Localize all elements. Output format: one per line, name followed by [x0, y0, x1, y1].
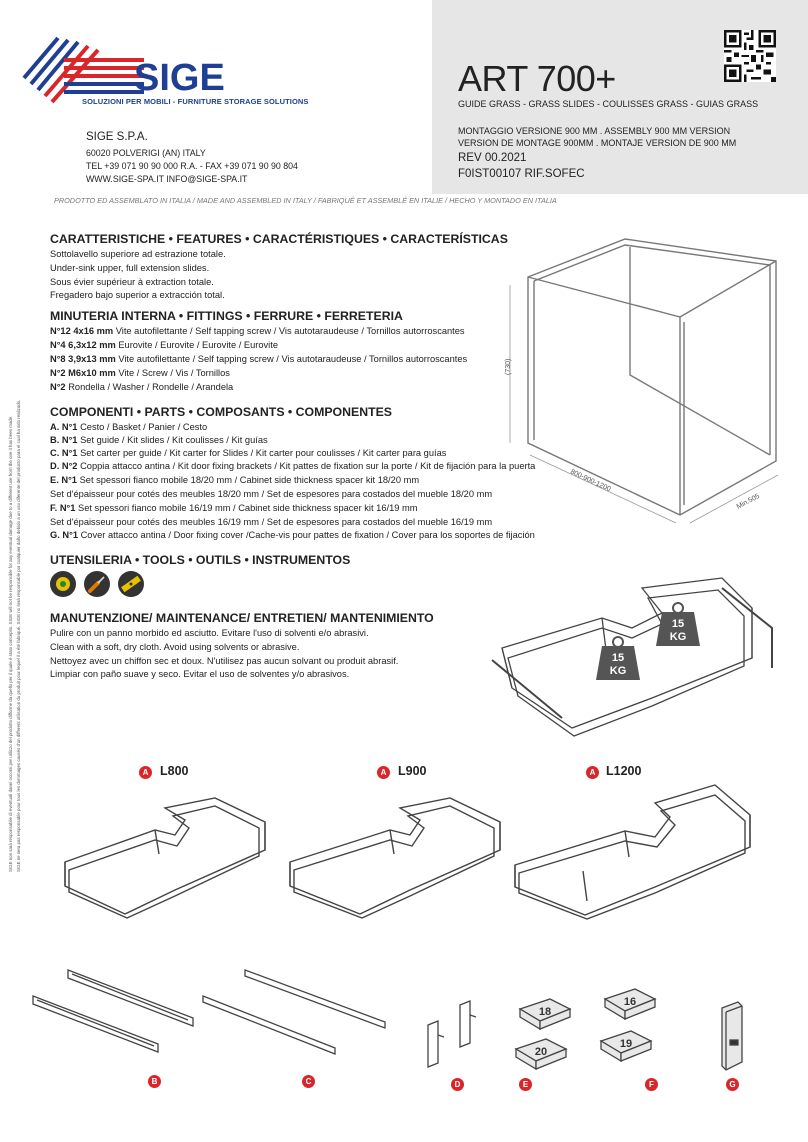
component-item: D. N°2 Coppia attacco antina / Kit door fixing brackets / Kit pattes de fixation sur la porte / Kit de fijación para la puerta	[50, 461, 536, 471]
maintenance-line: Pulire con un panno morbido ed asciutto. Evitare l'uso di solventi e/o abrasivi.	[50, 628, 369, 638]
level-icon	[118, 571, 144, 597]
product-subtitle: GUIDE GRASS - GRASS SLIDES - COULISSES GRASS - GUIAS GRASS	[458, 99, 759, 109]
company-name: SIGE S.P.A.	[86, 131, 148, 143]
weight-unit: KG	[609, 665, 627, 677]
fittings-title: MINUTERIA INTERNA • FITTINGS • FERRURE • FERRETERIA	[50, 309, 403, 323]
tape-measure-icon	[50, 571, 76, 597]
door-cover-drawing	[712, 1000, 752, 1075]
features-line: Sous évier supérieur à extraction totale.	[50, 277, 214, 287]
tools-title: UTENSILERIA • TOOLS • OUTILS • INSTRUMENTOS	[50, 553, 351, 567]
maintenance-title: MANUTENZIONE/ MAINTENANCE/ ENTRETIEN/ MANTENIMIENTO	[50, 611, 434, 625]
weight-value: 15	[671, 618, 685, 630]
weight-icon	[656, 603, 700, 646]
screwdriver-icon	[84, 571, 110, 597]
component-item: Set d'épaisseur pour cotés des meubles 16/19 mm / Set de espesores para costados del mueble 16/19 mm	[50, 517, 493, 527]
part-letter-a: A	[139, 766, 152, 779]
weight-value: 15	[611, 652, 625, 664]
part-letter-e: E	[519, 1078, 532, 1091]
fitting-item: N°4 6,3x12 mm Eurovite / Eurovite / Eurovite / Eurovite	[50, 340, 279, 350]
weight-icon	[596, 637, 640, 680]
fitting-item: N°8 3,9x13 mm Vite autofilettante / Self tapping screw / Vis autotaraudeuse / Tornillos autorroscantes	[50, 354, 468, 364]
part-letter-f: F	[645, 1078, 658, 1091]
basket-l900-drawing	[280, 790, 505, 920]
spacer-kit-e-drawing	[510, 995, 580, 1075]
maintenance-line: Clean with a soft, dry cloth. Avoid using solvents or abrasive.	[50, 642, 300, 652]
component-item: B. N°1 Set guide / Kit slides / Kit coulisses / Kit guías	[50, 435, 268, 445]
components-title: COMPONENTI • PARTS • COMPOSANTS • COMPONENTES	[50, 405, 392, 419]
logo-wordmark: SIGE	[134, 57, 225, 99]
basket-load-diagram	[482, 568, 782, 748]
component-item: G. N°1 Cover attacco antina / Door fixing cover /Cache-vis pour pattes de fixation / Cover para los soportes de fijación	[50, 530, 535, 540]
assembly-line-1: MONTAGGIO VERSIONE 900 MM . ASSEMBLY 900 MM VERSION	[458, 126, 731, 136]
spacer-label: 20	[534, 1046, 548, 1058]
features-line: Fregadero bajo superior a extracción total.	[50, 290, 225, 300]
spacer-label: 16	[623, 996, 637, 1008]
part-letter-b: B	[148, 1075, 161, 1088]
cabinet-height: (730)	[505, 358, 512, 375]
slides-drawing	[28, 960, 208, 1060]
weight-unit: KG	[669, 631, 687, 643]
cabinet-depth: Min.505	[735, 492, 761, 511]
features-line: Under-sink upper, full extension slides.	[50, 263, 210, 273]
maintenance-line: Limpiar con paño suave y seco. Evitar el uso de solventes y/o abrasivos.	[50, 669, 350, 679]
component-item: A. N°1 Cesto / Basket / Panier / Cesto	[50, 422, 208, 432]
spacer-label: 18	[538, 1006, 552, 1018]
company-phone: TEL +39 071 90 90 000 R.A. - FAX +39 071 90 90 804	[86, 161, 298, 171]
company-web[interactable]: WWW.SIGE-SPA.IT INFO@SIGE-SPA.IT	[86, 174, 248, 184]
fitting-item: N°2 Rondella / Washer / Rondelle / Arandela	[50, 382, 234, 392]
company-address: 60020 POLVERIGI (AN) ITALY	[86, 148, 206, 158]
spacer-kit-f-drawing	[595, 985, 665, 1070]
part-letter-a: A	[377, 766, 390, 779]
part-letter-g: G	[726, 1078, 739, 1091]
product-title: ART 700+	[458, 58, 616, 99]
made-in-italy: PRODOTTO ED ASSEMBLATO IN ITALIA / MADE AND ASSEMBLED IN ITALY / FABRIQUÉ ET ASSEMBLÉ EN ITALIE / HECHO Y MONTADO EN ITALIA	[54, 196, 557, 205]
basket-l1200-drawing	[505, 775, 760, 920]
side-note-2: SIGE ne sera pas responsable pour tous les dommages causés d'un different utilisation du produit pour lequel il a été fabriqué. SIGE no será responsable por cualquier daño debido a un uso diferente del producto para el cual ha sido realizado.	[16, 399, 21, 872]
spacer-label: 19	[619, 1038, 633, 1050]
side-disclaimer	[2, 232, 28, 872]
basket-size-label: L900	[398, 764, 427, 778]
cabinet-diagram	[500, 225, 785, 525]
basket-size-label: L1200	[606, 764, 642, 778]
part-letter-a: A	[586, 766, 599, 779]
maintenance-line: Nettoyez avec un chiffon sec et doux. N'utilisez pas aucun solvant ou produit abrasif.	[50, 656, 399, 666]
basket-size-label: L800	[160, 764, 189, 778]
features-line: Sottolavello superiore ad estrazione totale.	[50, 249, 226, 259]
fitting-item: N°12 4x16 mm Vite autofilettante / Self tapping screw / Vis autotaraudeuse / Tornillos autorroscantes	[50, 326, 465, 336]
assembly-line-2: VERSION DE MONTAGE 900MM . MONTAJE VERSION DE 900 MM	[458, 138, 737, 148]
component-item: F. N°1 Set spessori fianco mobile 16/19 mm / Cabinet side thickness spacer kit 16/19 mm	[50, 503, 418, 513]
fitting-item: N°2 M6x10 mm Vite / Screw / Vis / Tornillos	[50, 368, 230, 378]
basket-l800-drawing	[55, 790, 275, 920]
part-letter-c: C	[302, 1075, 315, 1088]
door-brackets-drawing	[420, 995, 495, 1075]
cabinet-width: 800-900-1200	[569, 468, 612, 494]
side-note-1: SIGE non sarà responsabile di eventuali danni occorsi per utilizzo del prodotto difforme da quello per il quale è stato concepito. SIGE will not be responsible for any eventual damage due to a different use from the one it has been made.	[8, 415, 13, 872]
part-letter-d: D	[451, 1078, 464, 1091]
carter-drawing	[195, 960, 395, 1060]
tools-row	[50, 571, 160, 599]
brand-tagline: SOLUZIONI PER MOBILI - FURNITURE STORAGE SOLUTIONS	[82, 97, 309, 106]
revision: REV 00.2021	[458, 152, 527, 164]
features-title: CARATTERISTICHE • FEATURES • CARACTÉRISTIQUES • CARACTERÍSTICAS	[50, 232, 508, 246]
product-code: F0IST00107 RIF.SOFEC	[458, 168, 585, 180]
qr-code[interactable]	[724, 30, 776, 82]
component-item: C. N°1 Set carter per guide / Kit carter for Slides / Kit carter pour coulisses / Kit carter para guías	[50, 448, 447, 458]
component-item: E. N°1 Set spessori fianco mobile 18/20 mm / Cabinet side thickness spacer kit 18/20 mm	[50, 475, 420, 485]
component-item: Set d'épaisseur pour cotés des meubles 18/20 mm / Set de espesores para costados del mueble 18/20 mm	[50, 489, 493, 499]
